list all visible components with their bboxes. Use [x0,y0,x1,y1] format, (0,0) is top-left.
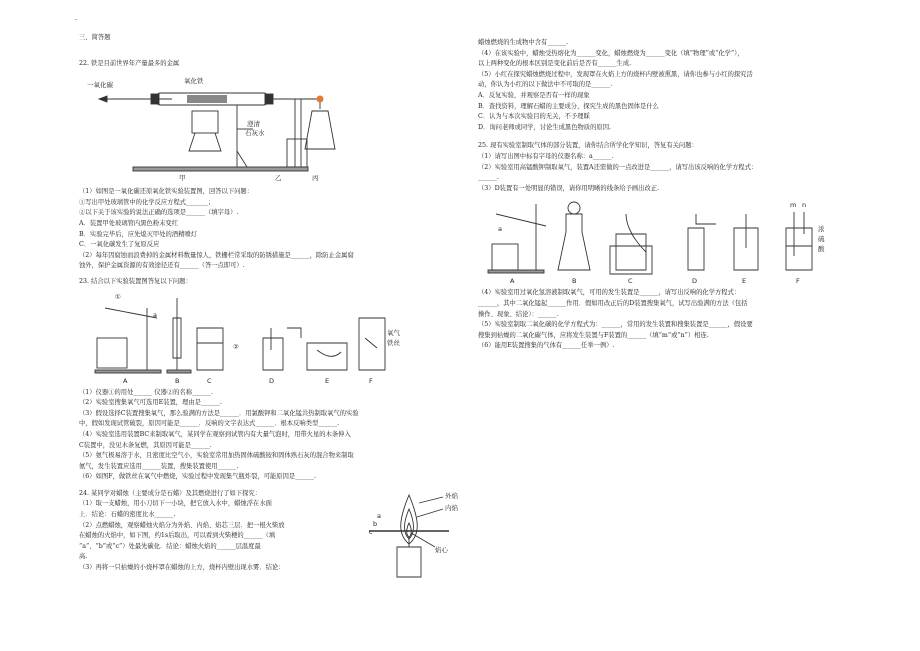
q24-cont-line: 以上两种变化的根本区别是变化前后是否有______生成. [478,60,632,68]
q23-line: C装置中，没见木条复燃，其原因可能是______. [79,441,212,449]
q22-label-yi: 乙 [275,174,282,183]
q23-line: 氨气，发生装置应选用______装置，搜集装置使用______. [79,462,239,470]
q25-label-D: D [692,277,698,286]
q22-label-limewater-2: 石灰水 [245,129,265,138]
q23-apparatus-figure [87,288,407,388]
q25-label-m: m [790,201,797,210]
q25-label-E: E [742,277,747,286]
q24-line: （3）再将一只枯燥的小烧杯罩在蜡烛的上方，烧杯内壁出现水雾．结论： [79,564,285,572]
q23-line: （6）如图F，做铁丝在氧气中燃烧，实验过程中发现集气瓶炸裂，可能原因是______. [79,473,317,481]
q23-label-a: a [153,310,157,319]
q24-candle-figure [369,489,469,579]
q22-apparatus-drawing [87,69,337,187]
q23-line: （3）假设选择C装置搜集氧气，那么验满的方法是______．用氯酸钾和二氧化锰共热制取氧气的实验 [79,409,359,417]
q22-line: C．一氧化碳发生了复原反应 [79,241,160,249]
q25-line: （2）实验室用高锰酸钾制取氧气，装置A还需做的一点改进是______，请写出该反响的化学方程式： [478,163,758,171]
q24-line: （2）点燃蜡烛，观察蜡烛火焰分为外焰、内焰、焰芯三层．把一根火柴放 [79,521,285,529]
q25-label-n: n [802,201,807,210]
q24-label-a: a [377,511,381,520]
section-title: 三、简答题 [79,34,111,41]
q25-label-acid-2: 硫 [818,235,825,244]
q23-line: （5）氨气极易溶于水，且密度比空气小，实验室常用加热固体硫酸铵和固体熟石灰的混合物来制取 [79,452,354,460]
q24-label-outer: 外焰 [445,491,458,500]
q24-cont-line: 蜡烛燃烧的生成物中含有______. [478,39,569,46]
q24-label-c: c [369,527,373,536]
q23-label-2: ② [233,342,239,351]
q22-label-co: 一氧化碳 [87,81,113,90]
q24-label-b: b [373,519,378,528]
q23-apparatus-drawing [87,288,407,388]
q23-label-wire: 铁丝 [387,338,400,347]
q25-line: （1）请写出图中标有字母的仪器名称：a______. [478,152,614,160]
q23-label-B: B [175,376,180,385]
q25-label-B: B [572,277,577,286]
q23-line: （4）实验室选用装置BC来制取氧气，某同学在观察到试管内有大量气泡时，用带火星的木条伸入 [79,430,351,438]
q23-label-A: A [123,376,128,385]
q25-label-acid-1: 浓 [818,225,825,234]
q22-label-fe2o3: 氧化铁 [184,77,204,86]
q24-label-inner: 内焰 [445,503,458,512]
q24-cont-line: （4）在该实验中，蜡烛受热熔化为______变化，蜡烛燃烧为______变化（填“物理”或“化学”）， [478,49,744,57]
q25-line: 操作、现象、结论）：______. [478,310,559,318]
q25-line: 搜集到枯燥的二氧化碳气体，应将发生装置与F装置的______（填“m”或“n”）相连. [478,331,709,339]
q25-label-F: F [796,277,800,286]
q25-label-C: C [628,277,633,286]
q24-cont-line: A．反复实验，并观察是否有一样的现象 [478,91,590,99]
q23-label-D: D [269,376,275,385]
q24-line: 高. [79,553,88,561]
q25-apparatus-figure [486,194,846,288]
q25-line: （4）实验室用过氧化氢溶液制取氧气，可用的发生装置是______，请写出反响的化学方程式： [478,289,741,297]
q23-label-1: ① [115,292,121,301]
q25-line: （5）实验室制取二氧化碳的化学方程式为：______，常用的发生装置和搜集装置是______，假设要 [478,321,753,329]
q23-line: 中，假如发现试管破裂，原因可能是______．反响的文字表达式______．根本反响类型______. [79,420,340,428]
q23-label-E: E [325,376,330,385]
q25-line: （3）D装置有一处明显的错误，请你用明晰的线条给予画出改正. [478,184,660,192]
right-column [478,38,863,352]
q25-label-a: a [498,225,502,234]
q22-apparatus-figure [87,69,337,187]
q25-title: 25. 现有实验室制取气体的部分装置，请你结合所学化学知识，答复有关问题： [478,142,698,150]
q24-line: 上．结论：石蜡的密度比水______. [79,511,176,519]
q22-label-limewater-1: 澄清 [247,120,260,129]
q22-line: B．实验完毕后，应先熄灭甲处的酒精喷灯 [79,230,197,238]
q24-cont-line: （5）小红在探究蜡烛燃烧过程中，发现罩在火焰上方的烧杯内壁被熏黑，请你也参与小红的探究活 [478,70,753,78]
q23-label-o2: 氧气 [387,328,400,337]
q22-line: ②以下关于该实验的说法正确的选项是______（填字母）. [79,209,239,217]
q23-line: （1）仪器①的用处______ 仪器②的名称______. [79,388,213,396]
q24-cont-line: 动，你认为小红的以下做法中不可取的是______. [478,81,613,89]
q24-label-core: 焰心 [435,545,448,554]
q22-line: 蚀外，保护金属资源的有效途径还有______（答一点即可）. [79,262,245,270]
left-column [79,0,469,574]
q22-line: ①写出甲处玻璃管中的化学反应方程式_______； [79,198,215,206]
q25-label-acid-3: 酸 [818,245,825,254]
q23-line: （2）实验室搜集氧气可选用E装置，理由是______. [79,399,222,407]
q25-line: （6）能用E装置搜集的气体有______任举一例）. [478,342,615,350]
q24-cont-line: C．认为与本次实验目的无关，不予理睬 [478,113,590,121]
q22-title: 22. 铁是目前世界年产量最多的金属 [79,59,180,67]
q23-label-F: F [369,376,373,385]
q25-label-A: A [510,277,515,286]
q22-label-jia: 甲 [179,174,186,183]
q24-line: “a”、“b”或“c”）处最先碳化．结论：蜡烛火焰的______层温度最 [79,542,261,550]
q24-cont-line: D．询问老师或同学，讨论生成黑色物质的原因. [478,123,611,131]
q24-line: （1）取一支蜡烛，用小刀切下一小块，把它放入水中，蜡烛浮在水面 [79,500,272,508]
q24-cont-line: B．查找资料，理解石蜡的主要成分，探究生成的黑色固体是什么 [478,102,659,110]
q23-label-C: C [207,376,212,385]
q22-line: （2）每年因腐蚀而浪费掉的金属材料数量惊人，铁栅栏常采取的防锈措施是______，除防止金属腐 [79,251,354,259]
q23-title: 23. 结合以下实验装置图答复以下问题： [79,277,192,285]
q22-line: A．装置甲处玻璃管内黑色粉末变红 [79,219,179,227]
q25-line: ______. [478,174,499,182]
q22-label-bing: 丙 [312,174,319,183]
exam-page: . 三、简答题 22. 铁是目前世界年产量最多的金属 一氧化碳 氧化铁 澄清 石灰水 甲 乙 丙 （1）如图是一氧化碳还原氧化铁实验装置图，回答以下问题： ①写出甲处玻璃管中的化学反应方程式_______； ②以下关于该实验的说法正确的选项是______（填字母）. A．装置甲处玻璃管内黑色粉末变红 B．实验完毕后，应先熄灭甲处的酒精喷灯 C．一氧化碳发生了复原反应 （2）每年因腐蚀而浪费掉的金属材料数量惊人，铁栅栏常采取的防锈措施是______，除防止金属腐 蚀外，保护金属资源的有效途径还有______（答一点即可）. 23. 结合以下实验装置图答复以下问题： ① ② a 氧气 铁丝 A B C D E F （1）仪器①的用处______ 仪器②的名称______. （2）实验室搜集氧气可选用E装置，理由是______. （3）假设选择C装置搜集氧气，那么验满的方法是______．用氯酸钾和二氧化锰共热制取氧气的实验 中，假如发现试管破裂，原因可能是______．反响的文字表达式______．根本反响类型______. （4）实验室选用装置BC来制取氧气，某同学在观察到试管内有大量气泡时，用带火星的木条伸入 C装置中，没见木条复燃，其原因可能是______. （5）氨气极易溶于水，且密度比空气小，实验室常用加热固体硫酸铵和固体熟石灰的混合物来制取 氨气，发生装置应选用______装置，搜集装置使用______. （6）如图F，做铁丝在氧气中燃烧，实验过程中发现集气瓶炸裂，可能原因是______. 24. 某同学对蜡烛（主要成分是石蜡）及其燃烧进行了如下探究： （1）取一支蜡烛，用小刀切下一小块，把它放入水中，蜡烛浮在水面 上．结论：石蜡的密度比水______. （2）点燃蜡烛，观察蜡烛火焰分为外焰、内焰、焰芯三层．把一根火柴放 在蜡烛的火焰中，如下图，约1s后取出，可以看到火柴梗的______（填 “a”、“b”或“c”）处最先碳化．结论：蜡烛火焰的______层温度最 高. （3）再将一只枯燥的小烧杯罩在蜡烛的上方，烧杯内壁出现水雾．结论： 外焰 内焰 焰心 a b c 蜡烛燃烧的生成物中含有______. （4）在该实验中，蜡烛受热熔化为______变化，蜡烛燃烧为______变化（填“物理”或“化学”）， 以上两种变化的根本区别是变化前后是否有______生成. （5）小红在探究蜡烛燃烧过程中，发现罩在火焰上方的烧杯内壁被熏黑，请你也参与小红的探究活 动，你认为小红的以下做法中不可取的是______. A．反复实验，并观察是否有一样的现象 B．查找资料，理解石蜡的主要成分，探究生成的黑色固体是什么 C．认为与本次实验目的无关，不予理睬 D．询问老师或同学，讨论生成黑色物质的原因. 25. 现有实验室制取气体的部分装置，请你结合所学化学知识，答复有关问题： （1）请写出图中标有字母的仪器名称：a______. （2）实验室用高锰酸钾制取氧气，装置A还需做的一点改进是______，请写出该反响的化学方程式： ______. （3）D装置有一处明显的错误，请你用明晰的线条给予画出改正. a m n 浓 硫 酸 A B C D E F （4）实验室用过氧化氢溶液制取氧气，可用的发生装置是______，请写出反响的化学方程式： ______，其中二氧化锰起______作用．假如用改正后的D装置搜集氧气，试写出验满的方法（包括 操作、现象、结论）：______. （5）实验室制取二氧化碳的化学方程式为：______，常用的发生装置和搜集装置是______，假设要 搜集到枯燥的二氧化碳气体，应将发生装置与F装置的______（填“m”或“n”）相连. （6）能用E装置搜集的气体有______任举一例）. [0,0,920,651]
q24-line: 在蜡烛的火焰中，如下图，约1s后取出，可以看到火柴梗的______（填 [79,532,276,540]
q22-line: （1）如图是一氧化碳还原氧化铁实验装置图，回答以下问题： [79,188,254,196]
q25-line: ______，其中二氧化锰起______作用．假如用改正后的D装置搜集氧气，试写出验满的方法（包括 [478,299,748,307]
q24-title: 24. 某同学对蜡烛（主要成分是石蜡）及其燃烧进行了如下探究： [79,489,262,497]
